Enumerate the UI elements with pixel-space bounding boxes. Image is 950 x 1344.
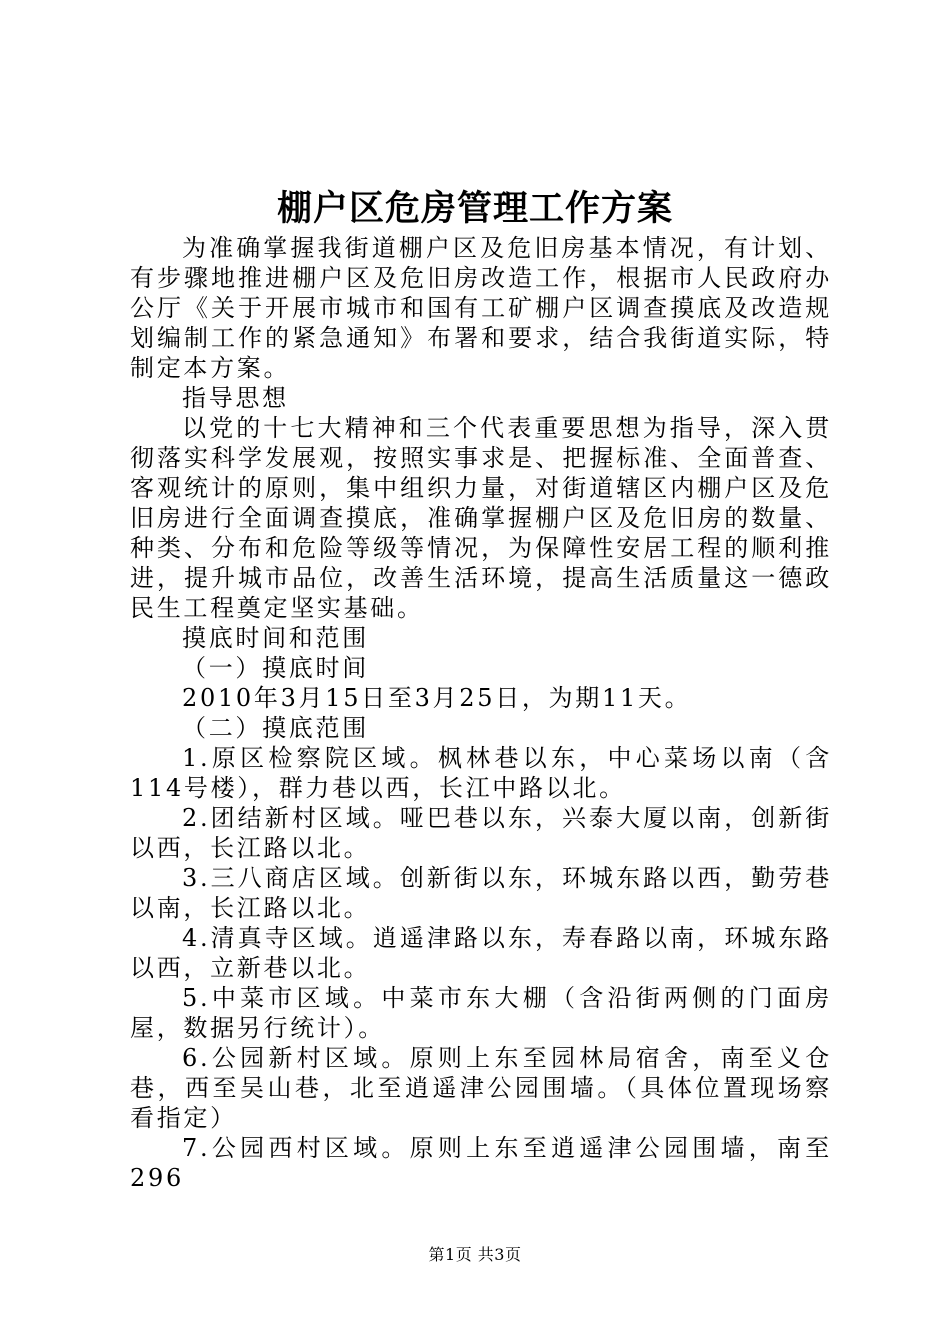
document-body [130,233,832,1193]
list-item-area-2: 2.团结新村区域。哑巴巷以东，兴泰大厦以南，创新街以西，长江路以北。 [130,804,832,862]
paragraph-survey-dates: 2010年3月15日至3月25日，为期11天。 [182,684,692,712]
list-item-area-3: 3.三八商店区域。创新街以东，环城东路以西，勤劳巷以南，长江路以北。 [130,864,832,922]
list-item-area-1: 1.原区检察院区域。枫林巷以东，中心菜场以南（含114号楼），群力巷以西，长江中路以北。 [130,744,832,802]
list-item-area-4: 4.清真寺区域。逍遥津路以东，寿春路以南，环城东路以西，立新巷以北。 [130,924,832,982]
list-item-area-6: 6.公园新村区域。原则上东至园林局宿舍，南至义仓巷，西至吴山巷，北至逍遥津公园围墙。（具体位置现场察看指定） [130,1044,832,1132]
subheading-survey-scope: （二）摸底范围 [182,714,369,742]
list-item-area-7: 7.公园西村区域。原则上东至逍遥津公园围墙，南至296 [130,1134,832,1192]
page-number-footer: 第1页 共3页 [428,1245,522,1264]
document-title: 棚户区危房管理工作方案 [276,188,673,229]
paragraph-guiding-ideology: 以党的十七大精神和三个代表重要思想为指导，深入贯彻落实科学发展观，按照实事求是、把握标准、全面普查、客观统计的原则，集中组织力量，对街道辖区内棚户区及危旧房进行全面调查摸底，准确掌握棚户区及危旧房的数量、种类、分布和危险等级等情况，为保障性安居工程的顺利推进，提升城市品位，改善生活环境，提高生活质量这一德政民生工程奠定坚实基础。 [130,414,832,622]
heading-guiding-ideology: 指导思想 [182,384,289,412]
subheading-survey-time: （一）摸底时间 [182,654,369,682]
heading-time-and-scope: 摸底时间和范围 [182,624,369,652]
paragraph-intro: 为准确掌握我街道棚户区及危旧房基本情况，有计划、有步骤地推进棚户区及危旧房改造工作，根据市人民政府办公厅《关于开展市城市和国有工矿棚户区调查摸底及改造规划编制工作的紧急通知》布署和要求，结合我街道实际，特制定本方案。 [130,234,832,382]
list-item-area-5: 5.中菜市区域。中菜市东大棚（含沿街两侧的门面房屋，数据另行统计）。 [130,984,832,1042]
